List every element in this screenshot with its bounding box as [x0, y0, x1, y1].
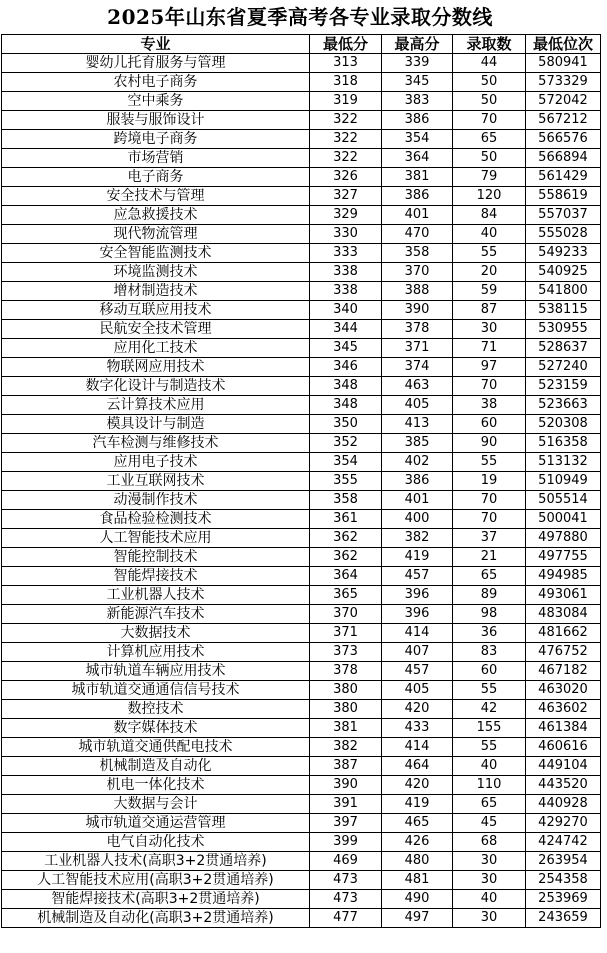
table-row	[2, 871, 601, 890]
cell-admitted-count: 90	[453, 434, 526, 453]
cell-admitted-count: 71	[453, 339, 526, 358]
cell-max-score: 457	[382, 662, 453, 681]
cell-major: 民航安全技术管理	[2, 320, 310, 339]
cell-min-rank: 530955	[526, 320, 601, 339]
table-row	[2, 244, 601, 263]
cell-major: 电子商务	[2, 168, 310, 187]
cell-major: 机械制造及自动化	[2, 757, 310, 776]
cell-min-rank: 540925	[526, 263, 601, 282]
cell-major: 服装与服饰设计	[2, 111, 310, 130]
cell-max-score: 405	[382, 681, 453, 700]
cell-min-rank: 483084	[526, 605, 601, 624]
cell-max-score: 386	[382, 187, 453, 206]
cell-admitted-count: 50	[453, 73, 526, 92]
cell-admitted-count: 70	[453, 510, 526, 529]
cell-min-rank: 443520	[526, 776, 601, 795]
cell-max-score: 382	[382, 529, 453, 548]
cell-min-score: 362	[310, 529, 382, 548]
cell-admitted-count: 36	[453, 624, 526, 643]
cell-min-rank: 573329	[526, 73, 601, 92]
cell-max-score: 371	[382, 339, 453, 358]
cell-major: 机械制造及自动化(高职3+2贯通培养)	[2, 909, 310, 928]
table-body	[2, 54, 601, 928]
cell-min-rank: 463602	[526, 700, 601, 719]
cell-max-score: 388	[382, 282, 453, 301]
header-min-score: 最低分	[310, 35, 382, 54]
cell-admitted-count: 84	[453, 206, 526, 225]
cell-max-score: 414	[382, 624, 453, 643]
cell-major: 城市轨道交通供配电技术	[2, 738, 310, 757]
cell-major: 城市轨道交通通信信号技术	[2, 681, 310, 700]
cell-min-rank: 493061	[526, 586, 601, 605]
cell-max-score: 390	[382, 301, 453, 320]
cell-major: 云计算技术应用	[2, 396, 310, 415]
cell-major: 大数据与会计	[2, 795, 310, 814]
cell-admitted-count: 19	[453, 472, 526, 491]
cell-min-rank: 497880	[526, 529, 601, 548]
table-row	[2, 757, 601, 776]
cell-min-score: 362	[310, 548, 382, 567]
cell-major: 计算机应用技术	[2, 643, 310, 662]
cell-min-rank: 494985	[526, 567, 601, 586]
cell-min-rank: 263954	[526, 852, 601, 871]
cell-min-rank: 467182	[526, 662, 601, 681]
cell-min-score: 361	[310, 510, 382, 529]
cell-admitted-count: 60	[453, 662, 526, 681]
cell-major: 空中乘务	[2, 92, 310, 111]
cell-min-score: 381	[310, 719, 382, 738]
cell-min-score: 346	[310, 358, 382, 377]
header-major: 专业	[2, 35, 310, 54]
cell-min-rank: 440928	[526, 795, 601, 814]
cell-admitted-count: 68	[453, 833, 526, 852]
table-row	[2, 263, 601, 282]
table-row	[2, 130, 601, 149]
cell-max-score: 426	[382, 833, 453, 852]
table-row	[2, 567, 601, 586]
cell-major: 移动互联应用技术	[2, 301, 310, 320]
cell-min-score: 338	[310, 282, 382, 301]
table-row	[2, 149, 601, 168]
cell-max-score: 358	[382, 244, 453, 263]
cell-max-score: 419	[382, 795, 453, 814]
cell-admitted-count: 44	[453, 54, 526, 73]
header-admitted-count: 录取数	[453, 35, 526, 54]
cell-min-score: 469	[310, 852, 382, 871]
cell-major: 智能焊接技术(高职3+2贯通培养)	[2, 890, 310, 909]
cell-min-score: 319	[310, 92, 382, 111]
table-row	[2, 225, 601, 244]
cell-admitted-count: 120	[453, 187, 526, 206]
cell-max-score: 385	[382, 434, 453, 453]
cell-major: 人工智能技术应用(高职3+2贯通培养)	[2, 871, 310, 890]
cell-max-score: 374	[382, 358, 453, 377]
cell-admitted-count: 37	[453, 529, 526, 548]
cell-major: 模具设计与制造	[2, 415, 310, 434]
cell-min-score: 322	[310, 111, 382, 130]
cell-min-score: 380	[310, 681, 382, 700]
table-row	[2, 909, 601, 928]
admission-score-table	[1, 34, 601, 928]
cell-major: 环境监测技术	[2, 263, 310, 282]
cell-admitted-count: 79	[453, 168, 526, 187]
cell-min-score: 330	[310, 225, 382, 244]
table-row	[2, 719, 601, 738]
cell-admitted-count: 42	[453, 700, 526, 719]
table-row	[2, 548, 601, 567]
cell-min-score: 348	[310, 377, 382, 396]
cell-max-score: 464	[382, 757, 453, 776]
cell-major: 物联网应用技术	[2, 358, 310, 377]
cell-min-score: 350	[310, 415, 382, 434]
table-row	[2, 624, 601, 643]
cell-min-rank: 572042	[526, 92, 601, 111]
cell-max-score: 401	[382, 206, 453, 225]
cell-max-score: 386	[382, 472, 453, 491]
cell-max-score: 457	[382, 567, 453, 586]
table-row	[2, 529, 601, 548]
table-row	[2, 301, 601, 320]
table-row	[2, 54, 601, 73]
cell-min-rank: 429270	[526, 814, 601, 833]
cell-major: 数字媒体技术	[2, 719, 310, 738]
cell-min-rank: 538115	[526, 301, 601, 320]
cell-min-score: 358	[310, 491, 382, 510]
cell-min-rank: 541800	[526, 282, 601, 301]
cell-min-score: 365	[310, 586, 382, 605]
table-row	[2, 738, 601, 757]
cell-major: 应用化工技术	[2, 339, 310, 358]
table-row	[2, 472, 601, 491]
table-row	[2, 833, 601, 852]
cell-min-score: 371	[310, 624, 382, 643]
cell-min-score: 373	[310, 643, 382, 662]
cell-major: 智能焊接技术	[2, 567, 310, 586]
cell-major: 汽车检测与维修技术	[2, 434, 310, 453]
cell-min-rank: 523159	[526, 377, 601, 396]
cell-min-rank: 567212	[526, 111, 601, 130]
cell-min-rank: 500041	[526, 510, 601, 529]
cell-admitted-count: 55	[453, 681, 526, 700]
cell-min-rank: 520308	[526, 415, 601, 434]
table-row	[2, 643, 601, 662]
cell-max-score: 345	[382, 73, 453, 92]
cell-max-score: 396	[382, 605, 453, 624]
cell-admitted-count: 50	[453, 92, 526, 111]
cell-min-rank: 527240	[526, 358, 601, 377]
cell-max-score: 383	[382, 92, 453, 111]
cell-min-rank: 513132	[526, 453, 601, 472]
cell-major: 数控技术	[2, 700, 310, 719]
cell-min-score: 370	[310, 605, 382, 624]
cell-min-rank: 449104	[526, 757, 601, 776]
cell-min-rank: 566894	[526, 149, 601, 168]
cell-min-rank: 566576	[526, 130, 601, 149]
table-row	[2, 73, 601, 92]
cell-admitted-count: 38	[453, 396, 526, 415]
cell-admitted-count: 87	[453, 301, 526, 320]
table-header-row	[2, 35, 601, 54]
cell-admitted-count: 55	[453, 453, 526, 472]
cell-min-score: 352	[310, 434, 382, 453]
cell-major: 动漫制作技术	[2, 491, 310, 510]
cell-max-score: 402	[382, 453, 453, 472]
table-row	[2, 92, 601, 111]
cell-max-score: 481	[382, 871, 453, 890]
page-title: 2025年山东省夏季高考各专业录取分数线	[107, 5, 493, 29]
cell-min-score: 348	[310, 396, 382, 415]
cell-major: 跨境电子商务	[2, 130, 310, 149]
cell-max-score: 414	[382, 738, 453, 757]
cell-min-rank: 561429	[526, 168, 601, 187]
table-row	[2, 453, 601, 472]
cell-admitted-count: 40	[453, 225, 526, 244]
cell-admitted-count: 70	[453, 111, 526, 130]
cell-max-score: 401	[382, 491, 453, 510]
cell-min-score: 329	[310, 206, 382, 225]
table-row	[2, 168, 601, 187]
cell-min-score: 477	[310, 909, 382, 928]
cell-min-score: 364	[310, 567, 382, 586]
cell-min-score: 327	[310, 187, 382, 206]
cell-admitted-count: 97	[453, 358, 526, 377]
cell-min-rank: 463020	[526, 681, 601, 700]
cell-admitted-count: 30	[453, 909, 526, 928]
cell-min-score: 391	[310, 795, 382, 814]
cell-min-rank: 555028	[526, 225, 601, 244]
cell-max-score: 364	[382, 149, 453, 168]
table-row	[2, 814, 601, 833]
table-row	[2, 700, 601, 719]
cell-min-score: 399	[310, 833, 382, 852]
cell-major: 城市轨道车辆应用技术	[2, 662, 310, 681]
cell-max-score: 413	[382, 415, 453, 434]
cell-major: 智能控制技术	[2, 548, 310, 567]
cell-min-rank: 460616	[526, 738, 601, 757]
cell-admitted-count: 70	[453, 377, 526, 396]
table-row	[2, 187, 601, 206]
cell-major: 电气自动化技术	[2, 833, 310, 852]
cell-major: 市场营销	[2, 149, 310, 168]
cell-max-score: 381	[382, 168, 453, 187]
cell-admitted-count: 155	[453, 719, 526, 738]
table-row	[2, 852, 601, 871]
cell-min-score: 380	[310, 700, 382, 719]
cell-min-score: 344	[310, 320, 382, 339]
cell-min-score: 473	[310, 890, 382, 909]
cell-min-score: 322	[310, 130, 382, 149]
cell-min-rank: 523663	[526, 396, 601, 415]
cell-min-score: 345	[310, 339, 382, 358]
cell-min-score: 340	[310, 301, 382, 320]
table-row	[2, 605, 601, 624]
cell-major: 现代物流管理	[2, 225, 310, 244]
cell-min-rank: 505514	[526, 491, 601, 510]
cell-admitted-count: 21	[453, 548, 526, 567]
cell-min-score: 390	[310, 776, 382, 795]
cell-max-score: 420	[382, 700, 453, 719]
cell-admitted-count: 50	[453, 149, 526, 168]
cell-min-score: 397	[310, 814, 382, 833]
cell-admitted-count: 98	[453, 605, 526, 624]
cell-admitted-count: 59	[453, 282, 526, 301]
table-row	[2, 339, 601, 358]
cell-max-score: 386	[382, 111, 453, 130]
cell-max-score: 470	[382, 225, 453, 244]
cell-admitted-count: 40	[453, 890, 526, 909]
cell-admitted-count: 40	[453, 757, 526, 776]
cell-min-score: 355	[310, 472, 382, 491]
table-row	[2, 795, 601, 814]
cell-admitted-count: 65	[453, 130, 526, 149]
cell-min-score: 313	[310, 54, 382, 73]
cell-min-rank: 497755	[526, 548, 601, 567]
cell-max-score: 354	[382, 130, 453, 149]
cell-admitted-count: 70	[453, 491, 526, 510]
cell-max-score: 407	[382, 643, 453, 662]
cell-min-score: 326	[310, 168, 382, 187]
cell-min-score: 378	[310, 662, 382, 681]
cell-major: 数字化设计与制造技术	[2, 377, 310, 396]
cell-major: 工业机器人技术	[2, 586, 310, 605]
cell-admitted-count: 65	[453, 795, 526, 814]
cell-admitted-count: 30	[453, 852, 526, 871]
cell-major: 应用电子技术	[2, 453, 310, 472]
table-row	[2, 206, 601, 225]
table-row	[2, 491, 601, 510]
cell-major: 应急救援技术	[2, 206, 310, 225]
cell-min-rank: 481662	[526, 624, 601, 643]
cell-admitted-count: 89	[453, 586, 526, 605]
cell-max-score: 465	[382, 814, 453, 833]
table-row	[2, 510, 601, 529]
cell-admitted-count: 55	[453, 738, 526, 757]
cell-min-score: 333	[310, 244, 382, 263]
table-row	[2, 776, 601, 795]
cell-min-score: 473	[310, 871, 382, 890]
cell-min-score: 382	[310, 738, 382, 757]
cell-major: 食品检验检测技术	[2, 510, 310, 529]
table-row	[2, 415, 601, 434]
cell-admitted-count: 60	[453, 415, 526, 434]
cell-admitted-count: 65	[453, 567, 526, 586]
cell-min-rank: 558619	[526, 187, 601, 206]
cell-max-score: 419	[382, 548, 453, 567]
cell-max-score: 480	[382, 852, 453, 871]
cell-min-rank: 424742	[526, 833, 601, 852]
cell-major: 增材制造技术	[2, 282, 310, 301]
cell-min-rank: 549233	[526, 244, 601, 263]
cell-min-rank: 476752	[526, 643, 601, 662]
cell-admitted-count: 30	[453, 871, 526, 890]
cell-min-rank: 243659	[526, 909, 601, 928]
cell-major: 安全智能监测技术	[2, 244, 310, 263]
cell-admitted-count: 83	[453, 643, 526, 662]
cell-min-rank: 528637	[526, 339, 601, 358]
cell-min-score: 338	[310, 263, 382, 282]
cell-major: 机电一体化技术	[2, 776, 310, 795]
table-row	[2, 434, 601, 453]
cell-major: 城市轨道交通运营管理	[2, 814, 310, 833]
cell-max-score: 490	[382, 890, 453, 909]
table-row	[2, 586, 601, 605]
cell-major: 安全技术与管理	[2, 187, 310, 206]
cell-max-score: 405	[382, 396, 453, 415]
cell-admitted-count: 55	[453, 244, 526, 263]
cell-min-rank: 557037	[526, 206, 601, 225]
header-max-score: 最高分	[382, 35, 453, 54]
cell-max-score: 463	[382, 377, 453, 396]
cell-min-rank: 461384	[526, 719, 601, 738]
cell-max-score: 497	[382, 909, 453, 928]
cell-max-score: 339	[382, 54, 453, 73]
table-row	[2, 890, 601, 909]
cell-major: 人工智能技术应用	[2, 529, 310, 548]
cell-max-score: 433	[382, 719, 453, 738]
cell-max-score: 378	[382, 320, 453, 339]
table-row	[2, 681, 601, 700]
table-row	[2, 282, 601, 301]
cell-major: 农村电子商务	[2, 73, 310, 92]
table-row	[2, 111, 601, 130]
table-row	[2, 358, 601, 377]
cell-major: 新能源汽车技术	[2, 605, 310, 624]
cell-admitted-count: 110	[453, 776, 526, 795]
cell-admitted-count: 20	[453, 263, 526, 282]
cell-admitted-count: 30	[453, 320, 526, 339]
cell-major: 婴幼儿托育服务与管理	[2, 54, 310, 73]
cell-max-score: 370	[382, 263, 453, 282]
cell-min-rank: 254358	[526, 871, 601, 890]
cell-max-score: 400	[382, 510, 453, 529]
table-row	[2, 396, 601, 415]
cell-max-score: 396	[382, 586, 453, 605]
cell-admitted-count: 45	[453, 814, 526, 833]
table-row	[2, 662, 601, 681]
header-min-rank: 最低位次	[526, 35, 601, 54]
cell-max-score: 420	[382, 776, 453, 795]
cell-min-rank: 510949	[526, 472, 601, 491]
cell-min-rank: 580941	[526, 54, 601, 73]
cell-min-score: 354	[310, 453, 382, 472]
cell-major: 工业互联网技术	[2, 472, 310, 491]
cell-min-rank: 253969	[526, 890, 601, 909]
cell-min-score: 322	[310, 149, 382, 168]
cell-major: 大数据技术	[2, 624, 310, 643]
cell-major: 工业机器人技术(高职3+2贯通培养)	[2, 852, 310, 871]
table-row	[2, 377, 601, 396]
table-row	[2, 320, 601, 339]
cell-min-score: 318	[310, 73, 382, 92]
cell-min-rank: 516358	[526, 434, 601, 453]
cell-min-score: 387	[310, 757, 382, 776]
